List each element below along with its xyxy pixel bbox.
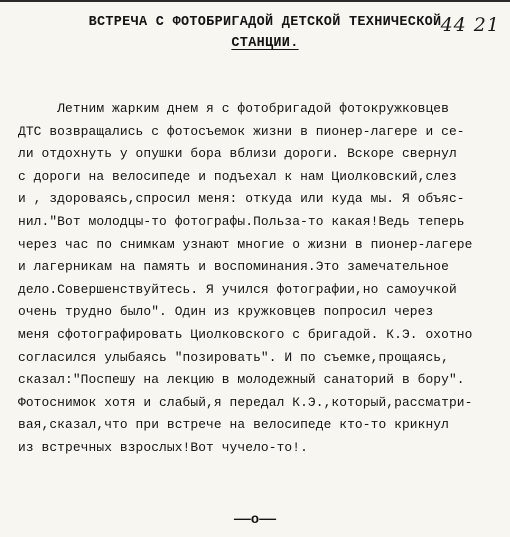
body-line: согласился улыбаясь "позировать". И по съемке,прощаясь,: [18, 349, 449, 365]
body-line: сказал:"Поспешу на лекцию в молодежный санаторий в бору".: [18, 372, 465, 388]
body-line: из встречных взрослых!Вот чучело-то!.: [18, 439, 308, 455]
body-line: Фотоснимок хотя и слабый,я передал К.Э.,который,рассматри-: [18, 394, 473, 410]
body-line: ДТС возвращались с фотосъемок жизни в пионер-лагере и се-: [18, 123, 465, 139]
body-line: меня сфотографировать Циолковского с бригадой. К.Э. охотно: [18, 326, 473, 342]
title-line: СТАНЦИИ.: [231, 36, 299, 51]
document-title: [80, 12, 450, 54]
body-line: ли отдохнуть у опушки бора вблизи дороги. Вскоре свернул: [18, 146, 457, 162]
document-body: [18, 98, 500, 460]
body-line: через час по снимкам узнают многие о жизни в пионер-лагере: [18, 236, 473, 252]
body-line: дело.Совершенствуйтесь. Я учился фотографии,но самоучкой: [18, 281, 457, 297]
handwritten-page-number: 44 21: [440, 14, 500, 36]
end-mark: ——о——: [233, 512, 276, 528]
body-line: нил."Вот молодцы-то фотографы.Польза-то какая!Ведь теперь: [18, 213, 465, 229]
body-line: очень трудно было". Один из кружковцев попросил через: [18, 304, 434, 320]
title-line: ВСТРЕЧА С ФОТОБРИГАДОЙ ДЕТСКОЙ ТЕХНИЧЕСКОЙ: [88, 15, 442, 30]
body-line: и , здороваясь,спросил меня: откуда или куда мы. Я объяс-: [18, 191, 465, 207]
body-line: с дороги на велосипеде и подъехал к нам Циолковский,слез: [18, 168, 457, 184]
body-line: Летним жарким днем я с фотобригадой фотокружковцев: [18, 101, 449, 116]
body-line: и лагерникам на память и воспоминания.Это замечательное: [18, 259, 449, 275]
body-line: вая,сказал,что при встрече на велосипеде кто-то крикнул: [18, 417, 449, 433]
